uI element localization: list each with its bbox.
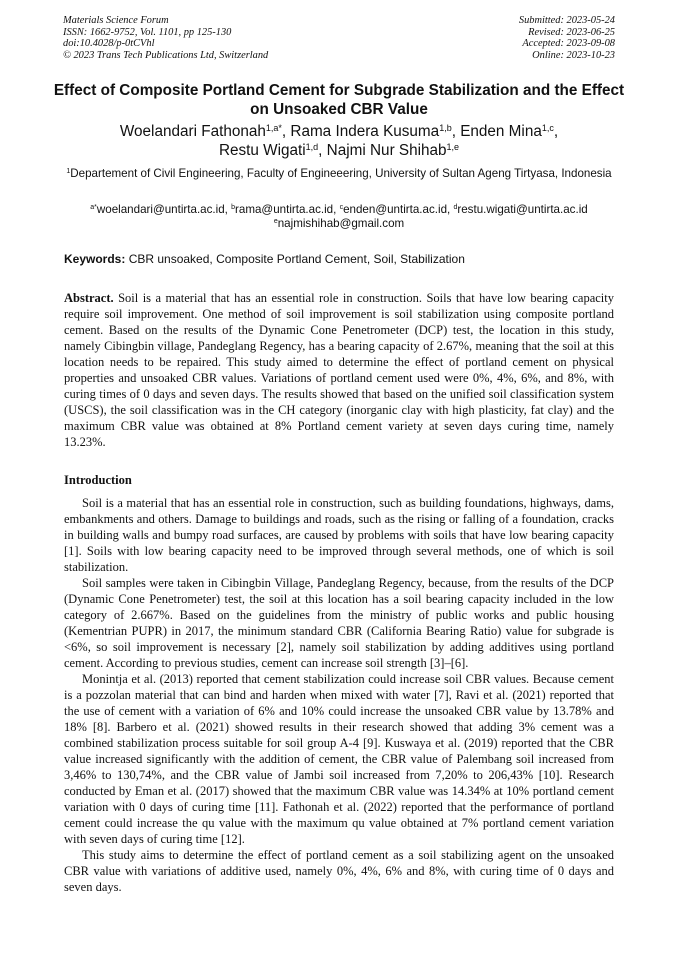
email-sup: e [273,218,278,225]
author-sep: , [281,123,291,140]
journal-info [63,15,268,61]
author-sep: , [553,123,559,140]
author-name: Rama Indera Kusuma [290,123,440,140]
email-link[interactable]: rama@untirta.ac.id, [235,203,340,216]
keywords-label: Keywords: [64,252,126,266]
email-sup: c [339,204,344,211]
author [120,123,291,140]
abstract-label: Abstract. [64,291,114,305]
section-heading-introduction: Introduction [64,473,132,487]
keywords [64,252,465,266]
affiliation [50,166,628,181]
authors [50,122,628,160]
author-emails [50,203,628,231]
author-sep: , [451,123,461,140]
dates-info [519,15,615,61]
email-link[interactable]: woelandari@untirta.ac.id, [96,203,232,216]
author [290,123,460,140]
email-sup: d [453,204,458,211]
online-date: Online: 2023-10-23 [532,49,615,61]
author-sup: 1,e [446,142,460,152]
paragraph: Soil samples were taken in Cibingbin Village, Pandeglang Regency, because, from the results of the DCP (Dynamic Cone Penetrometer) test, the soil at this location has a soil bearing capacity included in the low category of 2.667%. Based on the guidelines from the ministry of public works and public housing (Kementrian PUPR) in 2017, the minimum standard CBR (California Bearing Ratio) value for subgrade is <6%, so soil improvement is necessary [2], namely soil stabilization by adding additives using portland cement. According to previous studies, cement can increase soil strength [3]–[6]. [64,576,614,670]
author-sup: 1,b [439,123,452,133]
paragraph: Soil is a material that has an essential role in construction, such as building foundations, highways, dams, embankments and others. Damage to buildings and roads, such as the rising or falling of a foundation, cracks in building walls and bumpy road surfaces, are caused by problems with soils that have low bearing capacity [1]. Soils with low bearing capacity need to be improved through several methods, one of which is soil stabilization. [64,496,614,574]
abstract-text: Soil is a material that has an essential role in construction. Soils that have low bearing capacity require soil improvement. One method of soil improvement is soil stabilization using composite portland cement. Based on the results of the Dynamic Cone Penetrometer (DCP) test, the location in this study, namely Cibingbin village, Pandeglang Regency, has a bearing capacity of 2.67%, meaning that the soil at this location needs to be repaired. This study aimed to determine the effect of portland cement on physical properties and unsoaked CBR values. Variations of portland cement used were 0%, 4%, 6%, and 8%, with curing times of 0 days and seven days. The results showed that based on the unified soil classification system (USCS), the soil classification was in the CH category (inorganic clay with high plasticity, fat clay) and the maximum CBR value was obtained at 8% Portland cement variety at seven days curing time, namely 13.23%. [64,291,614,449]
paragraph: This study aims to determine the effect of portland cement as a soil stabilizing agent on the unsoaked CBR value with variations of additive used, namely 0%, 4%, 6% and 8%, with curing time of 0 days and seven days. [64,848,614,894]
author [327,142,459,159]
accepted-date: Accepted: 2023-09-08 [522,38,615,50]
email-link[interactable]: enden@untirta.ac.id, [343,203,454,216]
paper-body [64,290,614,895]
author-sup: 1,d [305,142,319,152]
revised-date: Revised: 2023-06-25 [528,26,615,38]
email-link[interactable]: restu.wigati@untirta.ac.id [457,203,588,216]
affiliation-text: Departement of Civil Engineering, Faculty of Engineeering, University of Sultan Ageng Tirtyasa, Indonesia [70,167,612,180]
affiliation-sup: 1 [66,168,71,175]
copyright: © 2023 Trans Tech Publications Ltd, Switzerland [63,49,269,61]
abstract [64,290,614,450]
author [219,142,327,159]
author [460,123,558,140]
author-name: Enden Mina [460,123,542,140]
author-name: Restu Wigati [218,142,306,159]
doi: doi:10.4028/p-0tCVhl [63,38,155,50]
paragraph: Monintja et al. (2013) reported that cement stabilization could increase soil CBR values. Because cement is a pozzolan material that can bind and harden when mixed with water [7], Ravi et al. (2021) reported that the use of cement with a variation of 6% and 10% could increase the unsoaked CBR value by 13.78% and 18% [8]. Barbero et al. (2021) showed results in their research showed that adding 3% cement was a combined stabilization process suitable for soil group A-4 [9]. Kuswaya et al. (2019) reported that the CBR value increased significantly with the addition of cement, the CBR value of Palembang soil increased from 3,46% to 130,74%, and the CBR value of Jambi soil increased from 7,20% to 206,43% [10]. Research conducted by Eman et al. (2017) showed that the maximum CBR value was 14.34% at 10% portland cement variation with 0 days of curing time [11]. Fathonah et al. (2022) reported that the performance of portland cement could increase the qu value with the maximum qu value obtained at 7% portland cement variation with seven days of curing time [12]. [64,672,614,846]
author-sup: 1,c [541,123,554,133]
submitted-date: Submitted: 2023-05-24 [518,15,615,26]
author-name: Najmi Nur Shihab [326,142,447,159]
email-sup: b [231,204,236,211]
journal-name: Materials Science Forum [63,15,169,26]
author-name: Woelandari Fathonah [119,123,266,140]
author-sup: 1,a* [265,123,282,133]
author-sep: , [318,142,327,159]
email-link[interactable]: najmishihab@gmail.com [277,217,405,230]
paper-title: Effect of Composite Portland Cement for Subgrade Stabilization and the Effect on Unsoaked CBR Value [53,82,625,118]
issn-volume: ISSN: 1662-9752, Vol. 1101, pp 125-130 [63,26,232,38]
email-sup: a* [90,204,97,211]
keywords-text: CBR unsoaked, Composite Portland Cement, Soil, Stabilization [125,252,465,266]
